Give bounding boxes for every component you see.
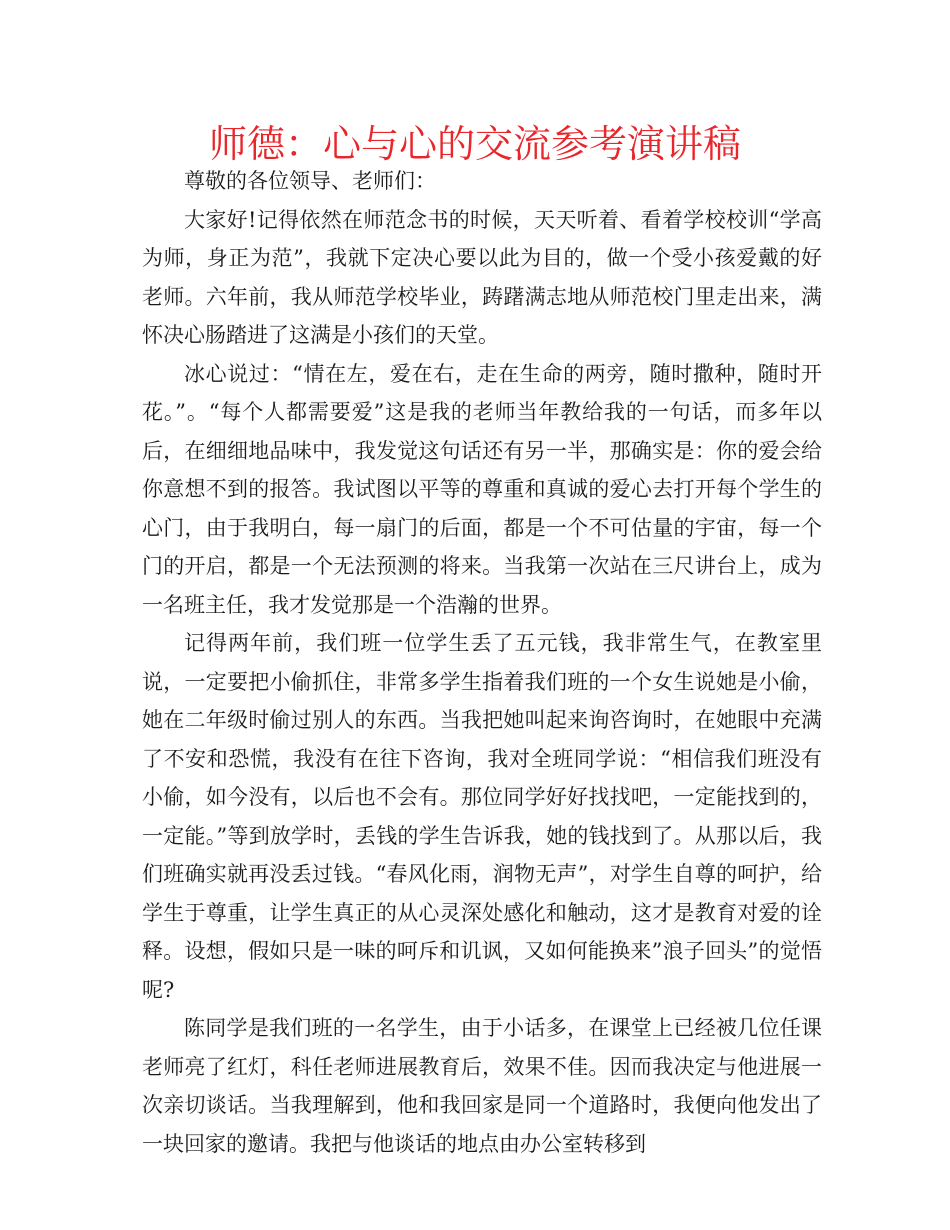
document-body <box>142 162 822 1163</box>
paragraph: 大家好!记得依然在师范念书的时候，天天听着、看着学校校训“学高为师，身正为范”，我就下定决心要以此为目的，做一个受小孩爱戴的好老师。六年前，我从师范学校毕业，踌躇满志地从师范校门里走出来，满怀决心肠踏进了这满是小孩们的天堂。 <box>142 207 822 347</box>
paragraph: 记得两年前，我们班一位学生丢了五元钱，我非常生气，在教室里说，一定要把小偷抓住，非常多学生指着我们班的一个女生说她是小偷，她在二年级时偷过别人的东西。当我把她叫起来询咨询时，在她眼中充满了不安和恐慌，我没有在往下咨询，我对全班同学说：“相信我们班没有小偷，如今没有，以后也不会有。那位同学好好找找吧，一定能找到的，一定能。”等到放学时，丢钱的学生告诉我，她的钱找到了。从那以后，我们班确实就再没丢过钱。“春风化雨，润物无声”，对学生自尊的呵护，给学生于尊重，让学生真正的从心灵深处感化和触动，这才是教育对爱的诠释。设想，假如只是一味的呵斥和讥讽，又如何能换来”浪子回头”的觉悟呢? <box>142 631 822 1002</box>
document-title: 师德：心与心的交流参考演讲稿 <box>208 122 741 166</box>
paragraph: 冰心说过：“情在左，爱在右，走在生命的两旁，随时撒种，随时开花。”。“每个人都需要爱”这是我的老师当年教给我的一句话，而多年以后，在细细地品味中，我发觉这句话还有另一半，那确实是：你的爱会给你意想不到的报答。我试图以平等的尊重和真诚的爱心去打开每个学生的心门，由于我明白，每一扇门的后面，都是一个不可估量的宇宙，每一个门的开启，都是一个无法预测的将来。当我第一次站在三尺讲台上，成为一名班主任，我才发觉那是一个浩瀚的世界。 <box>142 361 822 617</box>
paragraph: 陈同学是我们班的一名学生，由于小话多，在课堂上已经被几位任课老师亮了红灯，科任老师进展教育后，效果不佳。因而我决定与他进展一次亲切谈话。当我理解到，他和我回家是同一个道路时，我便向他发出了一块回家的邀请。我把与他谈话的地点由办公室转移到 <box>142 1016 822 1156</box>
paragraph-salutation: 尊敬的各位领导、老师们： <box>184 169 436 193</box>
